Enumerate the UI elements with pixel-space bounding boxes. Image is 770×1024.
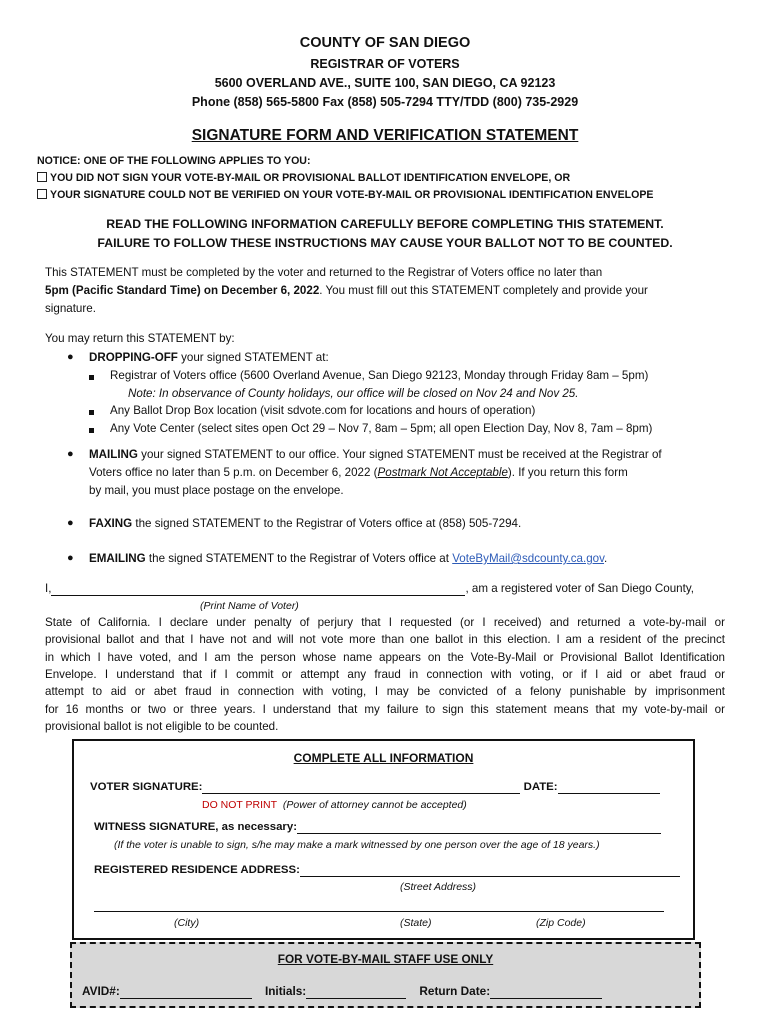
intro-line-1: This STATEMENT must be completed by the voter and returned to the Registrar of Voters office no later than xyxy=(45,266,603,279)
do-not-print-row: DO NOT PRINT (Power of attorney cannot be accepted) xyxy=(202,799,467,811)
intro-line-2: 5pm (Pacific Standard Time) on December 6, 2022. You must fill out this STATEMENT completely and provide your xyxy=(45,284,648,297)
office-address: 5600 OVERLAND AVE., SUITE 100, SAN DIEGO, CA 92123 xyxy=(214,76,556,90)
office-heading: REGISTRAR OF VOTERS xyxy=(310,57,460,71)
info-heading: COMPLETE ALL INFORMATION xyxy=(293,751,474,765)
dropoff-sub-2: Any Ballot Drop Box location (visit sdvote.com for locations and hours of operation) xyxy=(110,404,536,417)
witness-signature-field[interactable] xyxy=(297,821,661,834)
return-date-field[interactable] xyxy=(490,984,602,999)
dropoff-note: Note: In observance of County holidays, our office will be closed on Nov 24 and Nov 25. xyxy=(128,387,579,400)
residence-row: REGISTERED RESIDENCE ADDRESS: xyxy=(94,864,680,877)
mailing-line-1: MAILING your signed STATEMENT to our office. Your signed STATEMENT must be received at the Registrar of xyxy=(89,448,662,461)
notice-option-1[interactable]: YOU DID NOT SIGN YOUR VOTE-BY-MAIL OR PROVISIONAL BALLOT IDENTIFICATION ENVELOPE, OR xyxy=(37,172,570,184)
notice-option-2[interactable]: YOUR SIGNATURE COULD NOT BE VERIFIED ON YOUR VOTE-BY-MAIL OR PROVISIONAL IDENTIFICATION ENVELOPE xyxy=(37,189,654,201)
warning-line-1: READ THE FOLLOWING INFORMATION CAREFULLY BEFORE COMPLETING THIS STATEMENT. xyxy=(106,217,664,231)
return-intro: You may return this STATEMENT by: xyxy=(45,332,235,345)
square-bullet-icon xyxy=(89,410,94,415)
dropoff-sub-3: Any Vote Center (select sites open Oct 29 – Nov 7, 8am – 5pm; all open Election Day, Nov 8, 7am – 8pm) xyxy=(110,422,653,435)
checkbox[interactable] xyxy=(37,172,47,182)
email-link[interactable]: VoteByMail@sdcounty.ca.gov xyxy=(452,552,605,565)
intro-line-3: signature. xyxy=(45,302,96,315)
city-state-zip-field[interactable] xyxy=(94,911,664,912)
staff-heading: FOR VOTE-BY-MAIL STAFF USE ONLY xyxy=(277,952,494,966)
witness-signature-row: WITNESS SIGNATURE, as necessary: xyxy=(94,821,661,834)
dropoff-sub-1: Registrar of Voters office (5600 Overland Avenue, San Diego 92123, Monday through Friday 8am – 5pm) xyxy=(110,369,649,382)
print-name-label: (Print Name of Voter) xyxy=(200,600,299,612)
witness-note: (If the voter is unable to sign, s/he may make a mark witnessed by one person over the age of 18 years.) xyxy=(114,839,600,851)
square-bullet-icon xyxy=(89,428,94,433)
voter-name-field[interactable] xyxy=(51,582,465,596)
initials-field[interactable] xyxy=(306,984,406,999)
page-title: SIGNATURE FORM AND VERIFICATION STATEMENT xyxy=(191,127,579,144)
declaration-line: State of California. I declare under penalty of perjury that I requested (or I received) and returned a vote-by-mail or xyxy=(45,616,725,629)
date-field[interactable] xyxy=(558,781,660,794)
warning-line-2: FAILURE TO FOLLOW THESE INSTRUCTIONS MAY CAUSE YOUR BALLOT NOT TO BE COUNTED. xyxy=(97,236,673,250)
declaration-line: for 16 months or two or three years. I understand that my failure to sign this statement means that my vote-by-mail or xyxy=(45,702,725,716)
bullet-icon: ● xyxy=(67,351,74,363)
deadline: 5pm (Pacific Standard Time) on December 6, 2022 xyxy=(45,284,320,297)
declaration-line: provisional ballot and that I have not and will not vote more than one ballot in this election. I am a resident of the precinct xyxy=(45,633,725,647)
declaration-line: Envelope. I understand that if I commit or attempt any fraud in connection with voting, or if I aid or abet fraud or xyxy=(45,667,725,681)
voter-signature-row: VOTER SIGNATURE: DATE: xyxy=(90,781,660,794)
complete-information-box xyxy=(72,739,695,940)
declaration-line: attempt to aid or abet fraud in connection with voting, I may be convicted of a felony punishable by imprisonment xyxy=(45,685,725,699)
street-address-field[interactable] xyxy=(300,864,680,877)
do-not-print-label: DO NOT PRINT xyxy=(202,799,278,811)
declaration-line: provisional ballot is not eligible to be counted. xyxy=(45,719,279,733)
bullet-icon: ● xyxy=(67,517,74,529)
emailing-line: EMAILING the signed STATEMENT to the Registrar of Voters office at VoteByMail@sdcounty.ca.gov. xyxy=(89,552,608,565)
avid-field[interactable] xyxy=(120,984,252,999)
notice-heading: NOTICE: ONE OF THE FOLLOWING APPLIES TO YOU: xyxy=(37,155,311,167)
mailing-line-3: by mail, you must place postage on the envelope. xyxy=(89,484,344,497)
bullet-icon: ● xyxy=(67,448,74,460)
zip-label: (Zip Code) xyxy=(536,917,586,929)
staff-fields-row: AVID#: Initials: Return Date: xyxy=(82,984,602,999)
postmark-note: Postmark Not Acceptable xyxy=(377,466,508,479)
voter-signature-field[interactable] xyxy=(202,781,520,794)
mailing-line-2: Voters office no later than 5 p.m. on December 6, 2022 (Postmark Not Acceptable). If you return this form xyxy=(89,466,628,479)
county-heading: COUNTY OF SAN DIEGO xyxy=(299,35,471,51)
bullet-icon: ● xyxy=(67,552,74,564)
faxing-line: FAXING the signed STATEMENT to the Registrar of Voters office at (858) 505-7294. xyxy=(89,517,522,530)
street-label: (Street Address) xyxy=(400,881,477,893)
dropoff-line: DROPPING-OFF your signed STATEMENT at: xyxy=(89,351,329,364)
state-label: (State) xyxy=(400,917,432,929)
declaration-line: in which I have voted, and I am the person whose name appears on the Vote-By-Mail or Provisional Ballot Identification xyxy=(45,650,725,664)
staff-use-box xyxy=(70,942,701,1008)
office-phone: Phone (858) 565-5800 Fax (858) 505-7294 TTY/TDD (800) 735-2929 xyxy=(191,95,579,109)
checkbox[interactable] xyxy=(37,189,47,199)
square-bullet-icon xyxy=(89,375,94,380)
city-label: (City) xyxy=(174,917,200,929)
declaration-name-line: I, , am a registered voter of San Diego County, xyxy=(45,582,695,595)
